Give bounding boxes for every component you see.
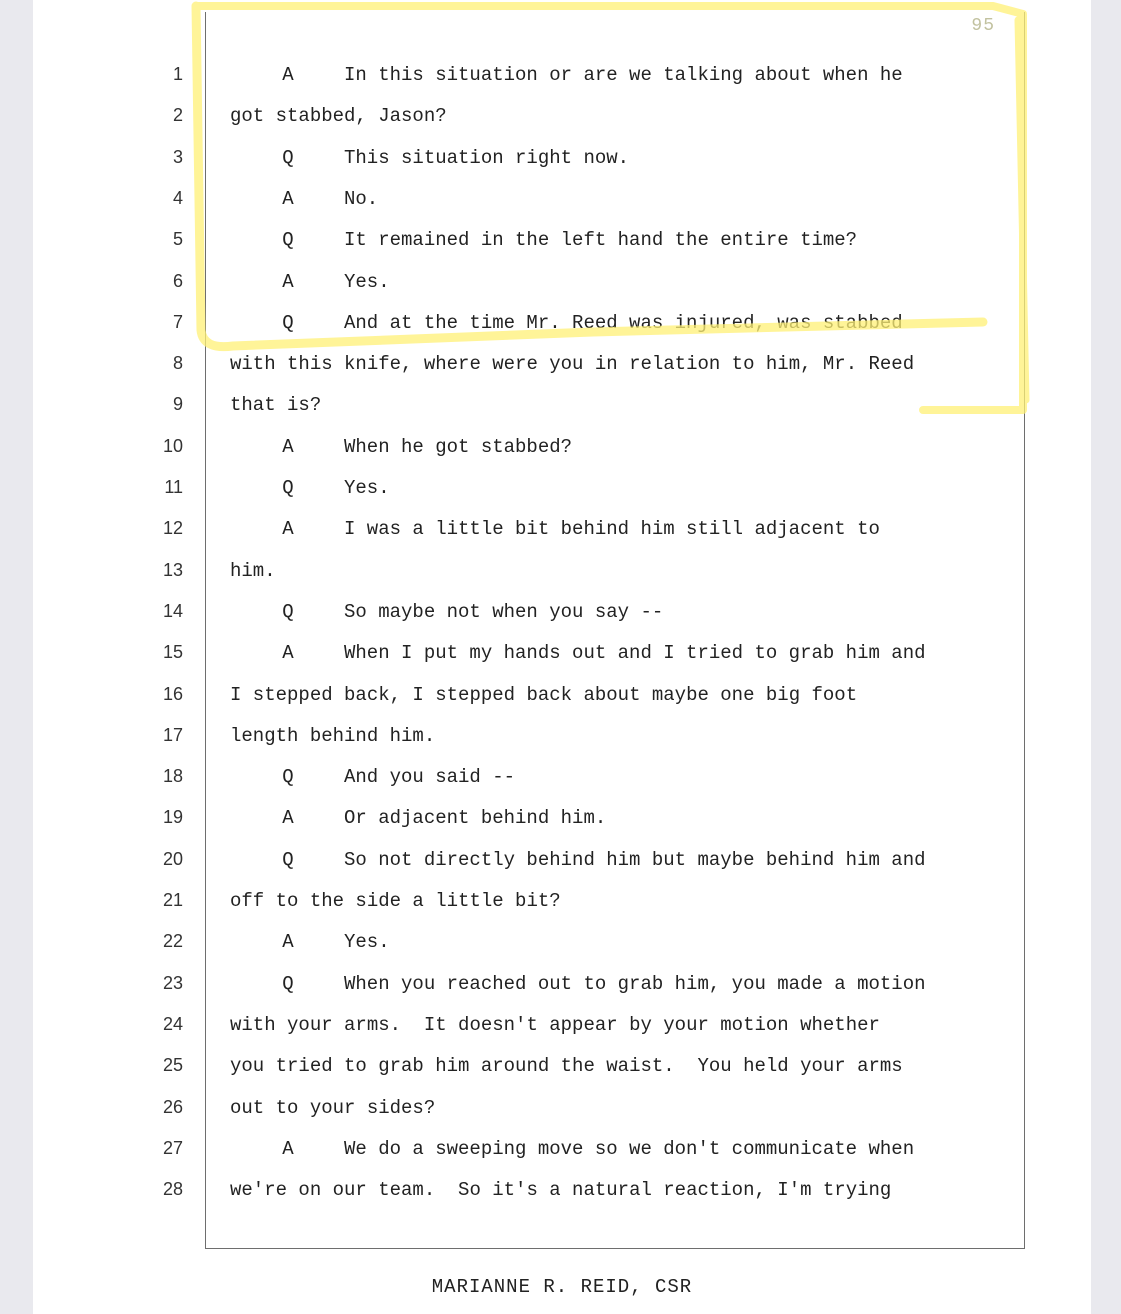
speaker-label: Q — [282, 972, 294, 995]
transcript-line — [33, 890, 1091, 920]
transcript-line — [33, 518, 1091, 548]
line-number: 7 — [172, 311, 183, 332]
transcript-line — [33, 725, 1091, 755]
transcript-line — [33, 973, 1091, 1003]
line-number: 26 — [162, 1096, 183, 1117]
line-text: got stabbed, Jason? — [230, 105, 447, 128]
speaker-label: Q — [282, 311, 294, 334]
line-text: I was a little bit behind him still adjacent to — [344, 518, 880, 541]
transcript-line — [33, 642, 1091, 672]
transcript-line — [33, 229, 1091, 259]
speaker-label: A — [282, 807, 294, 830]
line-text: So maybe not when you say -- — [344, 600, 664, 623]
line-text: In this situation or are we talking about when he — [344, 64, 903, 86]
line-number: 18 — [162, 766, 183, 787]
line-number: 23 — [162, 972, 183, 993]
line-text: When I put my hands out and I tried to grab him and — [344, 642, 926, 665]
line-number: 6 — [172, 270, 183, 291]
line-number: 13 — [162, 559, 183, 580]
line-number: 4 — [172, 187, 183, 208]
line-text: we're on our team. So it's a natural reaction, I'm trying — [230, 1179, 892, 1202]
line-number: 15 — [162, 642, 183, 663]
line-number: 10 — [162, 435, 183, 456]
line-number: 20 — [162, 848, 183, 869]
speaker-label: A — [282, 518, 294, 541]
transcript-line — [33, 1097, 1091, 1127]
line-text: I stepped back, I stepped back about maybe one big foot — [230, 683, 858, 706]
line-text: When he got stabbed? — [344, 435, 573, 458]
line-text: Yes. — [344, 931, 390, 954]
speaker-label: Q — [282, 766, 294, 789]
line-text: off to the side a little bit? — [230, 890, 561, 912]
line-number: 11 — [164, 477, 183, 497]
line-number: 25 — [162, 1055, 183, 1076]
speaker-label: A — [282, 931, 294, 954]
transcript-line — [33, 1138, 1091, 1168]
line-text: Yes. — [344, 477, 390, 499]
speaker-label: A — [282, 435, 294, 458]
page-number: 95 — [971, 16, 995, 36]
transcript-line — [33, 64, 1091, 94]
speaker-label: A — [282, 270, 294, 293]
line-text: So not directly behind him but maybe behind him and — [344, 848, 926, 871]
speaker-label: A — [282, 64, 294, 86]
line-text: And at the time Mr. Reed was injured, was stabbed — [344, 311, 903, 334]
transcript-line — [33, 807, 1091, 837]
line-number: 24 — [162, 1013, 183, 1034]
line-number: 21 — [162, 890, 183, 910]
line-number: 12 — [162, 518, 183, 539]
transcript-line — [33, 436, 1091, 466]
line-text: length behind him. — [230, 724, 436, 747]
line-text: Yes. — [344, 270, 390, 293]
line-text: out to your sides? — [230, 1096, 436, 1119]
line-text: you tried to grab him around the waist. You held your arms — [230, 1055, 903, 1078]
line-number: 16 — [162, 683, 183, 704]
transcript-line — [33, 353, 1091, 383]
reporter-footer: MARIANNE R. REID, CSR — [431, 1276, 693, 1298]
line-number: 9 — [172, 394, 183, 415]
transcript-line — [33, 1179, 1091, 1209]
line-text: No. — [344, 187, 379, 210]
transcript-line — [33, 271, 1091, 301]
line-number: 28 — [162, 1179, 183, 1200]
line-number: 1 — [172, 64, 183, 84]
line-text: When you reached out to grab him, you made a motion — [344, 972, 926, 995]
speaker-label: A — [282, 187, 294, 210]
line-text: And you said -- — [344, 766, 516, 789]
line-text: with your arms. It doesn't appear by your motion whether — [230, 1013, 880, 1036]
line-number: 8 — [172, 353, 183, 374]
line-number: 14 — [162, 600, 183, 621]
line-text: that is? — [230, 394, 322, 417]
line-number: 19 — [162, 807, 183, 828]
line-text: We do a sweeping move so we don't communicate when — [344, 1137, 915, 1160]
transcript-line — [33, 105, 1091, 135]
transcript-line — [33, 188, 1091, 218]
transcript-line — [33, 394, 1091, 424]
line-text: It remained in the left hand the entire time? — [344, 229, 858, 252]
transcript-line — [33, 684, 1091, 714]
speaker-label: Q — [282, 600, 294, 623]
speaker-label: Q — [282, 229, 294, 252]
speaker-label: Q — [282, 477, 294, 499]
line-number: 2 — [172, 105, 183, 126]
speaker-label: Q — [282, 146, 294, 169]
line-number: 17 — [162, 724, 183, 745]
speaker-label: A — [282, 642, 294, 665]
line-text: him. — [230, 559, 276, 582]
transcript-line — [33, 601, 1091, 631]
transcript-line — [33, 1055, 1091, 1085]
line-number: 22 — [162, 931, 183, 952]
transcript-page — [33, 0, 1091, 1314]
speaker-label: A — [282, 1137, 294, 1160]
transcript-line — [33, 147, 1091, 177]
transcript-line — [33, 477, 1091, 507]
transcript-line — [33, 766, 1091, 796]
speaker-label: Q — [282, 848, 294, 871]
line-number: 27 — [162, 1137, 183, 1158]
line-text: This situation right now. — [344, 146, 630, 169]
transcript-line — [33, 560, 1091, 590]
line-number: 3 — [172, 146, 183, 167]
transcript-line — [33, 312, 1091, 342]
transcript-line — [33, 931, 1091, 961]
transcript-line — [33, 849, 1091, 879]
line-text: with this knife, where were you in relation to him, Mr. Reed — [230, 353, 915, 376]
line-number: 5 — [172, 229, 183, 250]
line-text: Or adjacent behind him. — [344, 807, 607, 830]
transcript-line — [33, 1014, 1091, 1044]
